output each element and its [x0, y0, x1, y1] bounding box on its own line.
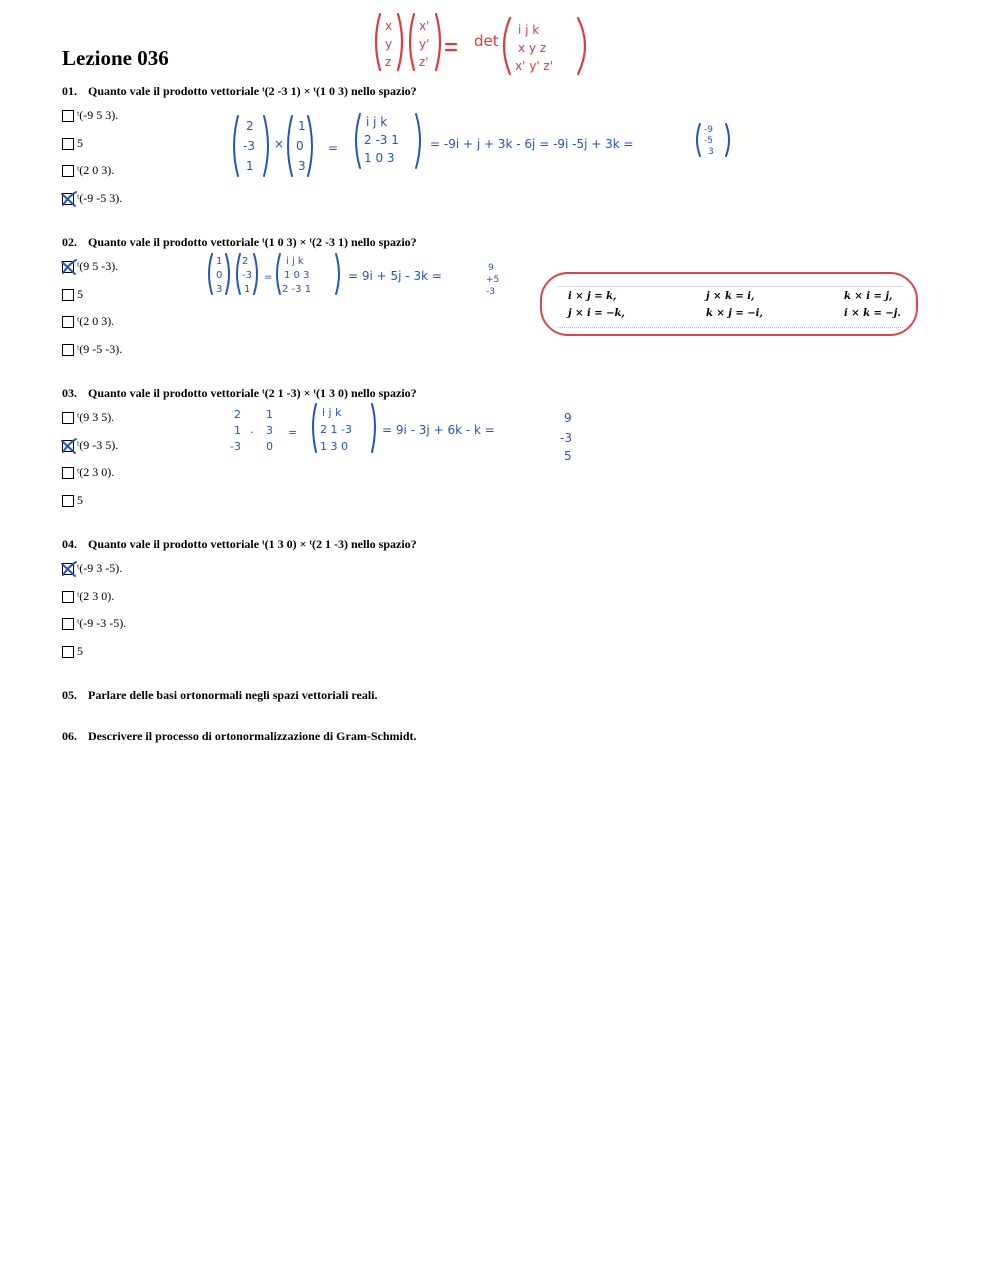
option-label: ᵗ(9 -3 5). — [77, 437, 119, 452]
question-number: 04. — [62, 537, 77, 551]
hw-q1-r3: 3 — [708, 147, 714, 157]
hw-q3-dot: · — [250, 426, 254, 439]
question-4 — [62, 537, 417, 552]
checkbox[interactable] — [62, 316, 74, 328]
checkbox-checked[interactable] — [62, 193, 74, 205]
hw-q3-result: = 9i - 3j + 6k - k = — [382, 423, 495, 437]
hw-q2-r3: -3 — [486, 287, 495, 297]
option-label: 5 — [77, 644, 83, 659]
hw-top-det: det — [474, 32, 499, 50]
checkbox[interactable] — [62, 165, 74, 177]
rule-i-cross-k: i × k = −j. — [844, 308, 901, 319]
question-number: 01. — [62, 84, 77, 98]
option-label: ᵗ(-9 -3 -5). — [77, 616, 127, 631]
hw-q2-v1b: 0 — [216, 270, 223, 281]
hw-top-x: x — [385, 19, 393, 33]
answer-option[interactable] — [62, 561, 122, 576]
handwritten-solution-q3 — [226, 400, 586, 466]
hw-top-y: y — [385, 37, 393, 51]
question-text: Quanto vale il prodotto vettoriale ᵗ(2 -3 1) × ᵗ(1 0 3) nello spazio? — [88, 84, 417, 98]
hw-q3-m3: 1 3 0 — [320, 440, 348, 453]
answer-option[interactable] — [62, 589, 114, 604]
hw-q3-r2: -3 — [560, 431, 572, 445]
hw-q1-r2: -5 — [704, 136, 713, 146]
question-5 — [62, 688, 378, 703]
checkbox[interactable] — [62, 344, 74, 356]
checkbox[interactable] — [62, 412, 74, 424]
hw-top-x2: x' — [419, 19, 430, 33]
hw-q2-v1c: 3 — [216, 284, 223, 295]
hw-top-z2: z' — [419, 55, 429, 69]
hw-q2-m3: 2 -3 1 — [282, 284, 312, 295]
hw-top-z: z — [385, 55, 392, 69]
option-label: 5 — [77, 286, 83, 301]
hw-q2-v2a: 2 — [242, 256, 249, 267]
hw-q2-result: = 9i + 5j - 3k = — [348, 269, 442, 283]
page-title: Lezione 036 — [62, 46, 169, 70]
hw-q2-v1a: 1 — [216, 256, 223, 267]
question-1 — [62, 84, 417, 99]
answer-option[interactable] — [62, 108, 118, 123]
handwritten-check-icon — [60, 190, 78, 208]
hw-q3-eq: = — [288, 426, 298, 439]
hw-top-row1: i j k — [518, 23, 540, 37]
answer-option[interactable] — [62, 616, 126, 631]
answer-option[interactable] — [62, 136, 83, 151]
hw-q1-result: = -9i + j + 3k - 6j = -9i -5j + 3k = — [430, 137, 634, 151]
answer-option[interactable] — [62, 410, 114, 425]
hw-q1-v1a: 2 — [246, 119, 254, 133]
rule-i-cross-j: i × j = k, — [568, 291, 617, 302]
hw-q3-v1b: 1 — [234, 424, 241, 437]
hw-q2-eq: = — [264, 272, 273, 283]
option-label: 5 — [77, 135, 83, 150]
checkbox[interactable] — [62, 467, 74, 479]
question-text: Quanto vale il prodotto vettoriale ᵗ(1 0 3) × ᵗ(2 -3 1) nello spazio? — [88, 235, 417, 249]
hw-q1-r1: -9 — [704, 125, 713, 135]
option-label: ᵗ(9 5 -3). — [77, 259, 119, 273]
question-number: 03. — [62, 386, 77, 400]
answer-option[interactable] — [62, 287, 83, 302]
hw-q1-eq: = — [328, 141, 339, 155]
hw-q3-v1c: -3 — [230, 440, 241, 453]
hw-q1-v2b: 0 — [296, 139, 304, 153]
hw-q1-v1c: 1 — [246, 159, 254, 173]
hw-q3-m1: i j k — [322, 406, 342, 419]
question-2 — [62, 235, 417, 250]
checkbox[interactable] — [62, 495, 74, 507]
handwritten-check-icon — [60, 560, 78, 578]
hw-q3-v2b: 3 — [266, 424, 273, 437]
hw-top-row3: x' y' z' — [515, 59, 554, 73]
handwritten-check-icon — [60, 258, 78, 276]
hw-q3-r3: 5 — [564, 449, 572, 463]
hw-q3-r1: 9 — [564, 411, 572, 425]
answer-option[interactable] — [62, 493, 83, 508]
hw-q3-m2: 2 1 -3 — [320, 423, 352, 436]
option-label: ᵗ(-9 5 3). — [77, 108, 119, 122]
hw-top-row2: x y z — [518, 41, 547, 55]
handwritten-check-icon — [60, 437, 78, 455]
hw-q3-v1a: 2 — [234, 408, 241, 421]
question-3 — [62, 386, 417, 401]
checkbox-checked[interactable] — [62, 440, 74, 452]
option-label: ᵗ(-9 -5 3). — [77, 191, 123, 206]
question-text: Quanto vale il prodotto vettoriale ᵗ(1 3 0) × ᵗ(2 1 -3) nello spazio? — [88, 537, 417, 551]
option-label: ᵗ(9 3 5). — [77, 410, 115, 424]
checkbox[interactable] — [62, 646, 74, 658]
question-text: Parlare delle basi ortonormali negli spazi vettoriali reali. — [88, 688, 378, 702]
rule-j-cross-i: j × i = −k, — [568, 308, 625, 319]
question-number: 02. — [62, 235, 77, 249]
hw-q2-r2: +5 — [486, 275, 500, 285]
question-number: 05. — [62, 688, 77, 702]
checkbox[interactable] — [62, 591, 74, 603]
checkbox-checked[interactable] — [62, 261, 74, 273]
hw-q1-times: × — [274, 137, 285, 151]
hw-q2-v2c: 1 — [244, 284, 251, 295]
answer-option[interactable] — [62, 259, 118, 274]
answer-option[interactable] — [62, 314, 114, 329]
hw-q3-v2c: 0 — [266, 440, 273, 453]
handwritten-solution-q2 — [204, 250, 504, 300]
hw-q2-r1: 9 — [488, 263, 494, 273]
answer-option[interactable] — [62, 438, 118, 453]
hw-q1-m1: i j k — [366, 115, 388, 129]
checkbox[interactable] — [62, 110, 74, 122]
answer-option[interactable] — [62, 465, 114, 480]
option-label: ᵗ(-9 3 -5). — [77, 561, 123, 575]
question-text: Quanto vale il prodotto vettoriale ᵗ(2 1 -3) × ᵗ(1 3 0) nello spazio? — [88, 386, 417, 400]
hw-q2-m2: 1 0 3 — [284, 270, 310, 281]
answer-option[interactable] — [62, 342, 122, 357]
hw-q1-m2: 2 -3 1 — [364, 133, 399, 147]
answer-option[interactable] — [62, 644, 83, 659]
hw-q2-m1: i j k — [286, 256, 304, 267]
question-text: Descrivere il processo di ortonormalizzazione di Gram-Schmidt. — [88, 729, 417, 743]
option-label: ᵗ(2 3 0). — [77, 588, 115, 603]
checkbox[interactable] — [62, 618, 74, 630]
hw-q1-v2c: 3 — [298, 159, 306, 173]
checkbox[interactable] — [62, 138, 74, 150]
checkbox-checked[interactable] — [62, 563, 74, 575]
option-label: ᵗ(2 0 3). — [77, 163, 115, 178]
answer-option[interactable] — [62, 191, 122, 206]
rule-k-cross-i: k × i = j, — [844, 291, 893, 302]
hw-q2-v2b: -3 — [242, 270, 252, 281]
cross-product-rules-table — [558, 286, 903, 328]
answer-option[interactable] — [62, 163, 114, 178]
rule-j-cross-k: j × k = i, — [706, 291, 755, 302]
option-label: ᵗ(2 3 0). — [77, 465, 115, 480]
rule-k-cross-j: k × j = −i, — [706, 308, 763, 319]
hw-top-y2: y' — [419, 37, 430, 51]
hw-q1-m3: 1 0 3 — [364, 151, 395, 165]
option-label: ᵗ(9 -5 -3). — [77, 342, 123, 357]
hw-q1-v2a: 1 — [298, 119, 306, 133]
handwritten-formula-top — [370, 6, 595, 78]
option-label: 5 — [77, 493, 83, 508]
question-6 — [62, 729, 417, 744]
cross-product-rules-box — [540, 272, 918, 336]
question-number: 06. — [62, 729, 77, 743]
checkbox[interactable] — [62, 289, 74, 301]
option-label: ᵗ(2 0 3). — [77, 314, 115, 329]
hw-q1-v1b: -3 — [243, 139, 255, 153]
hw-q3-v2a: 1 — [266, 408, 273, 421]
handwritten-solution-q1 — [228, 110, 738, 180]
